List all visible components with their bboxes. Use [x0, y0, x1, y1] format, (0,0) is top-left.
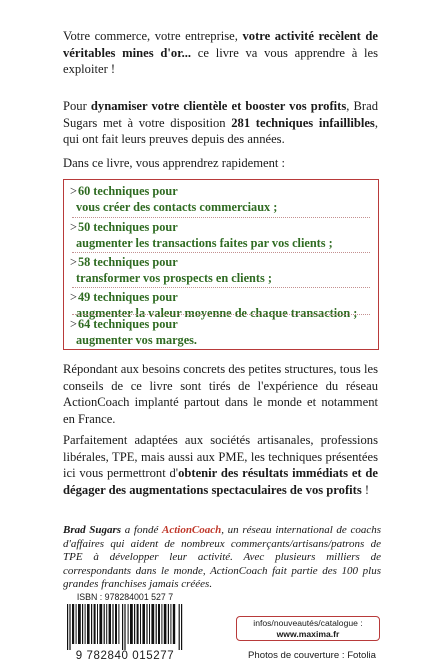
- actioncoach-paragraph: Répondant aux besoins concrets des petites structures, tous les conseils de ce livre sont tirés de l'expérience du réseau ActionCoach implanté partout dans le monde et notamment en France.: [63, 362, 378, 426]
- technique-description: augmenter vos marges.: [76, 332, 198, 347]
- author-bio: [63, 524, 381, 592]
- para2-bold-2: 281 techniques infaillibles: [231, 115, 375, 130]
- technique-item: [70, 317, 372, 348]
- technique-count: 60 techniques pour: [77, 184, 178, 198]
- arrow-icon: >: [70, 184, 77, 198]
- brand-name: ActionCoach: [161, 524, 222, 536]
- technique-description: vous créer des contacts commerciaux ;: [76, 199, 278, 214]
- intro-paragraph: [63, 28, 378, 78]
- catalog-url-link[interactable]: www.maxima.fr: [276, 628, 340, 639]
- technique-description: augmenter les transactions faites par vos clients ;: [76, 235, 333, 250]
- author-text-1: a fondé: [121, 524, 162, 536]
- para2-text-2: , Brad Sugars met à votre disposition: [63, 99, 378, 130]
- arrow-icon: >: [70, 255, 77, 269]
- technique-item: [70, 184, 372, 215]
- author-text-2: , un réseau international de coachs d'affaires qui aident de nombreux commerçants/artisans/patrons de TPE à développer leur activité. Avec plusieurs milliers de correspondants dans le monde, ActionCoach fait partie des 100 plus grandes franchises jamais créées.: [63, 524, 381, 590]
- divider: [72, 252, 370, 253]
- technique-description: augmenter la valeur moyenne de chaque transaction ;: [76, 305, 358, 320]
- technique-item: [70, 255, 372, 286]
- techniques-box: [63, 179, 379, 350]
- catalog-box[interactable]: [236, 616, 380, 641]
- technique-count: 49 techniques pour: [77, 290, 178, 304]
- para5-bold: obtenir des résultats immédiats et de dégager des augmentations spectaculaires de vos profits: [63, 466, 378, 497]
- divider: [72, 287, 370, 288]
- arrow-icon: >: [70, 220, 77, 234]
- para2-bold-1: dynamiser votre clientèle et booster vos profits: [90, 99, 347, 113]
- technique-count: 58 techniques pour: [77, 255, 178, 269]
- author-name: Brad Sugars: [63, 524, 122, 536]
- results-paragraph: [63, 432, 378, 498]
- catalog-label: infos/nouveautés/catalogue :: [253, 618, 363, 628]
- photo-credit: Photos de couverture : Fotolia: [248, 650, 376, 661]
- para5-text-1: Parfaitement adaptées aux sociétés artisanales, professions libérales, TPE, mais aussi aux PME, les techniques présentées ici vous permettront d': [63, 433, 378, 480]
- arrow-icon: >: [70, 290, 77, 304]
- intro-text-1: Votre commerce, votre entreprise,: [63, 29, 243, 43]
- isbn-label: ISBN : 978284001 527 7: [76, 592, 174, 602]
- para2-text-3: , qui ont fait leurs preuves depuis des années.: [63, 115, 378, 146]
- divider: [72, 217, 370, 218]
- dynamise-paragraph: [63, 98, 378, 148]
- barcode-bars-icon: [67, 604, 183, 650]
- intro-text-2: ce livre va vous apprendre à les exploiter !: [63, 45, 378, 76]
- list-intro: Dans ce livre, vous apprendrez rapidement :: [63, 156, 286, 170]
- technique-count: 50 techniques pour: [77, 220, 178, 234]
- technique-description: transformer vos prospects en clients ;: [76, 270, 272, 285]
- technique-count: 64 techniques pour: [77, 317, 178, 331]
- divider: [72, 314, 370, 315]
- para5-text-2: !: [361, 482, 370, 497]
- technique-item: [70, 220, 372, 251]
- barcode: [63, 592, 187, 664]
- para2-text-1: Pour: [63, 99, 91, 113]
- barcode-digits: 9 782840 015277: [75, 650, 175, 662]
- arrow-icon: >: [70, 317, 77, 331]
- intro-bold: votre activité recèlent de véritables mines d'or...: [63, 29, 378, 60]
